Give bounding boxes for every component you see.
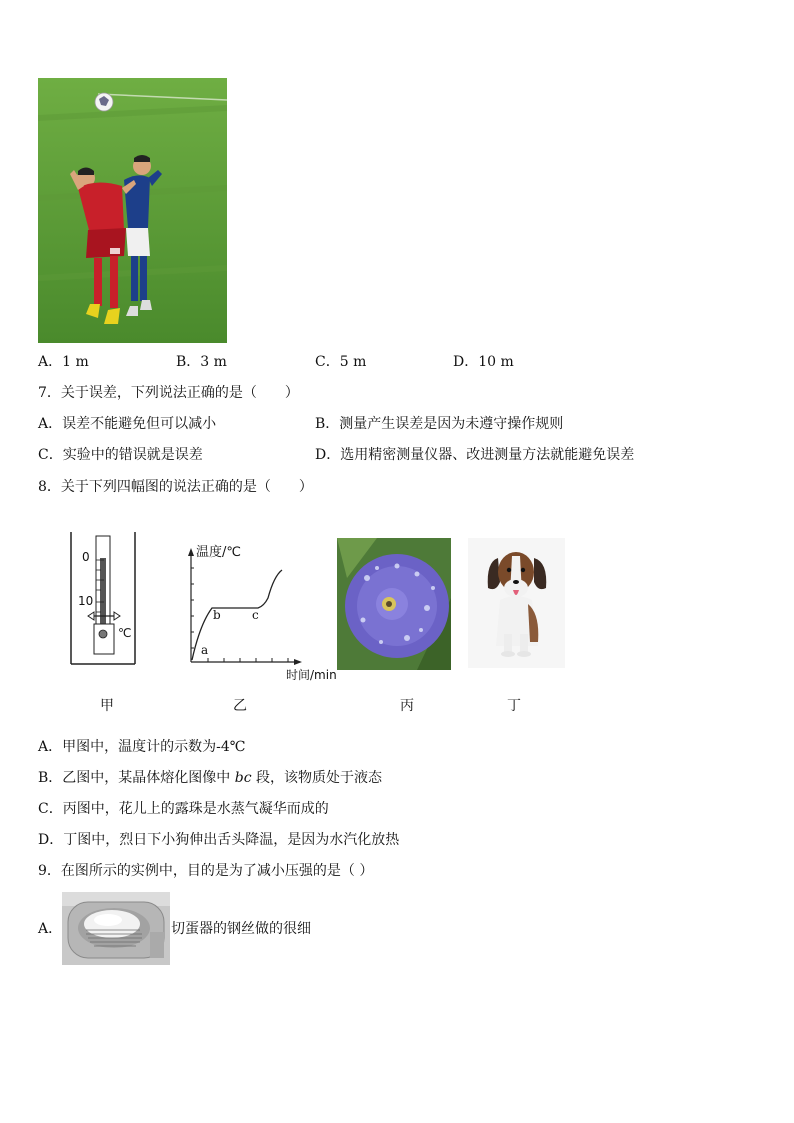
q7-option-d <box>315 446 634 464</box>
option-text: 甲图中，温度计的示数为-4℃ <box>62 739 246 755</box>
graph-x-label: 时间/min <box>286 668 337 682</box>
option-letter: B． <box>176 354 201 370</box>
q8-option-d <box>38 831 399 849</box>
puppy-photo <box>468 538 565 668</box>
q7-option-c <box>38 446 203 464</box>
thermometer-figure <box>62 530 142 670</box>
option-text: 3 m <box>200 354 227 370</box>
q7-stem: 7．关于误差，下列说法正确的是（ ） <box>38 385 299 401</box>
option-text: 丁图中，烈日下小狗伸出舌头降温，是因为水汽化放热 <box>63 832 400 848</box>
q8-stem: 8．关于下列四幅图的说法正确的是（ ） <box>38 479 313 495</box>
egg-slicer-photo <box>62 892 170 965</box>
q9-option-a-text: 切蛋器的钢丝做的很细 <box>171 921 311 937</box>
option-letter: A． <box>38 739 63 755</box>
graph-point-a: a <box>201 643 209 657</box>
graph-point-b: b <box>213 608 221 622</box>
option-text-post: 段，该物质处于液态 <box>251 770 383 786</box>
q8-option-b <box>38 769 382 787</box>
q6-option-a <box>38 353 89 371</box>
option-letter: C． <box>315 354 340 370</box>
melting-graph <box>180 540 350 685</box>
option-text: 测量产生误差是因为未遵守操作规则 <box>339 416 564 432</box>
option-letter: D． <box>38 832 64 848</box>
q7-option-a <box>38 415 216 433</box>
graph-y-label: 温度/℃ <box>196 545 241 560</box>
figure-caption-ding: 丁 <box>507 698 521 714</box>
q6-option-c <box>315 353 366 371</box>
option-letter: C． <box>38 801 63 817</box>
option-text: 丙图中，花儿上的露珠是水蒸气凝华而成的 <box>62 801 329 817</box>
figure-caption-jia: 甲 <box>100 698 114 714</box>
q6-option-d <box>453 353 514 371</box>
option-text: 选用精密测量仪器、改进测量方法就能避免误差 <box>340 447 635 463</box>
option-text-pre: 乙图中，某晶体熔化图像中 <box>62 770 235 786</box>
dew-flower-photo <box>337 538 451 670</box>
q7-option-b <box>315 415 563 433</box>
figure-caption-bing: 丙 <box>400 698 414 714</box>
option-letter: A． <box>38 354 63 370</box>
option-letter: A． <box>38 416 63 432</box>
q8-option-c <box>38 800 329 818</box>
soccer-header-photo <box>38 78 227 343</box>
thermometer-drawing <box>62 530 142 670</box>
q6-option-b <box>176 353 227 371</box>
q9-stem: 9．在图所示的实例中，目的是为了减小压强的是（ ） <box>38 863 374 879</box>
option-letter: D． <box>315 447 341 463</box>
figure-caption-yi: 乙 <box>233 698 247 714</box>
option-text: 实验中的错误就是误差 <box>62 447 203 463</box>
option-text: 5 m <box>339 354 367 370</box>
option-letter: B． <box>38 770 63 786</box>
graph-point-c: c <box>252 608 259 622</box>
thermometer-tick-10: 10 <box>78 594 94 608</box>
option-letter: C． <box>38 447 63 463</box>
option-text: 10 m <box>478 354 514 370</box>
q8-option-a <box>38 738 245 756</box>
melting-graph-drawing <box>180 540 350 685</box>
option-segment-bc: bc <box>234 770 252 786</box>
option-text: 1 m <box>62 354 89 370</box>
thermometer-unit: ℃ <box>118 626 132 640</box>
option-letter: B． <box>315 416 340 432</box>
q9-option-a-letter: A． <box>38 921 63 937</box>
thermometer-tick-0: 0 <box>82 550 90 564</box>
option-text: 误差不能避免但可以减小 <box>62 416 217 432</box>
option-letter: D． <box>453 354 479 370</box>
